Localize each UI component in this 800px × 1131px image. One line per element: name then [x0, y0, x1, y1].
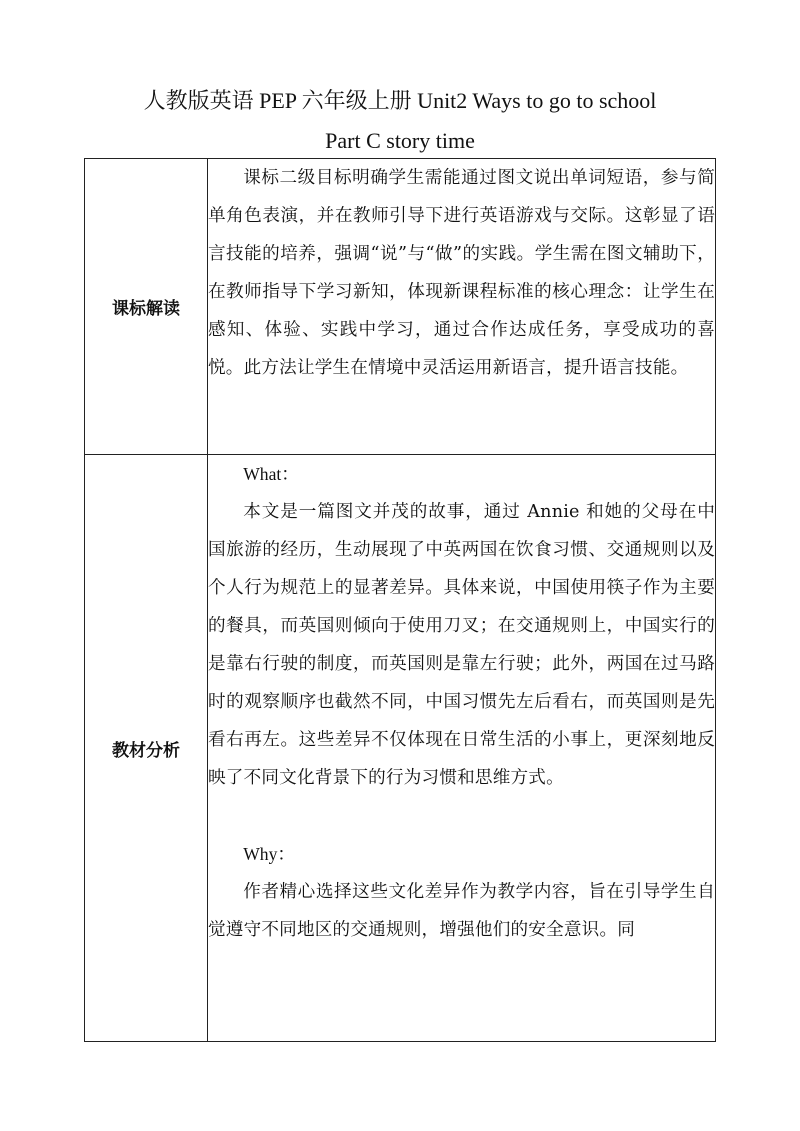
document-title: 人教版英语 PEP 六年级上册 Unit2 Ways to go to school [143, 88, 657, 113]
row-label-curriculum: 课标解读 [85, 159, 208, 455]
document-subtitle: Part C story time [325, 128, 475, 153]
what-paragraph: 本文是一篇图文并茂的故事，通过 Annie 和她的父母在中国旅游的经历，生动展现了中英两国在饮食习惯、交通规则以及个人行为规范上的显著差异。具体来说，中国使用筷子作为主要的餐具，而英国则倾向于使用刀叉；在交通规则上，中国实行的是靠右行驶的制度，而英国则是靠左行驶；此外，两国在过马路时的观察顺序也截然不同，中国习惯先左后看右，而英国则是先看右再左。这些差异不仅体现在日常生活的小事上，更深刻地反映了不同文化背景下的行为习惯和思维方式。 [208, 502, 715, 788]
table-row [85, 159, 716, 455]
row-content-curriculum [208, 159, 716, 455]
why-paragraph: 作者精心选择这些文化差异作为教学内容，旨在引导学生自觉遵守不同地区的交通规则，增强他们的安全意识。同 [208, 882, 715, 940]
table-row [85, 455, 716, 1042]
row-label-material: 教材分析 [85, 455, 208, 1042]
lesson-analysis-table [84, 158, 716, 1042]
what-heading: What： [243, 464, 299, 484]
why-heading: Why： [243, 844, 295, 864]
row-content-material [208, 455, 716, 1042]
curriculum-paragraph: 课标二级目标明确学生需能通过图文说出单词短语，参与简单角色表演，并在教师引导下进行英语游戏与交际。这彰显了语言技能的培养，强调“说”与“做”的实践。学生需在图文辅助下，在教师指导下学习新知，体现新课程标准的核心理念：让学生在感知、体验、实践中学习，通过合作达成任务，享受成功的喜悦。此方法让学生在情境中灵活运用新语言，提升语言技能。 [208, 168, 715, 378]
